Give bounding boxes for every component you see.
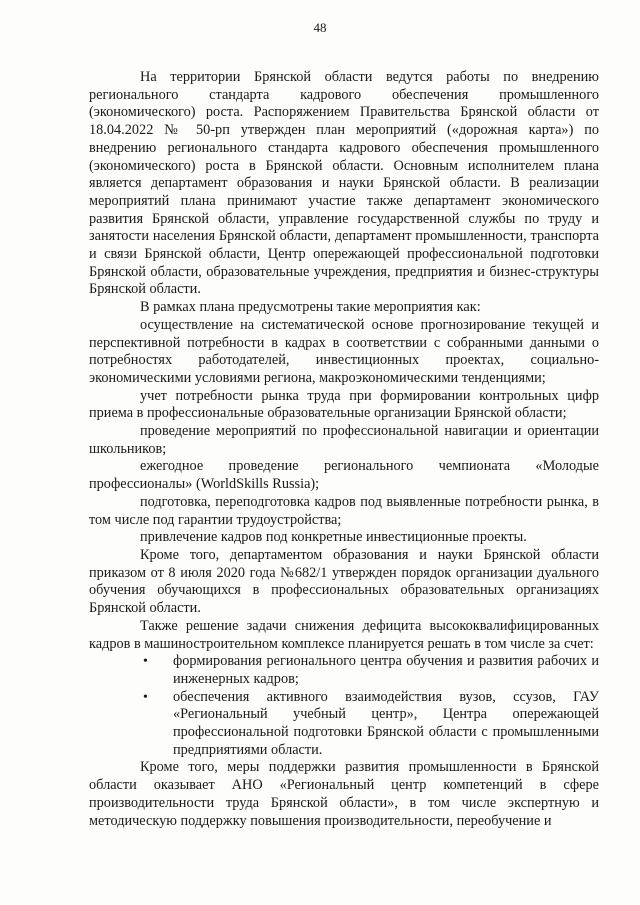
page-number: 48	[313, 20, 327, 35]
bullet-icon: •	[143, 689, 148, 705]
bullet-icon: •	[143, 654, 148, 670]
list-item	[89, 653, 599, 688]
document-body	[89, 69, 599, 830]
list-item-text: формирования регионального центра обучения и развития рабочих и инженерных кадров;	[173, 653, 599, 687]
paragraph-measure-championship: ежегодное проведение регионального чемпионата «Молодые профессионалы» (WorldSkills Russia);	[89, 458, 599, 493]
paragraph-plan-measures: В рамках плана предусмотрены такие мероприятия как:	[140, 299, 481, 316]
paragraph-intro: На территории Брянской области ведутся работы по внедрению регионального стандарта кадрового обеспечения промышленного (экономического) роста. Распоряжением Правительства Брянской области от 18.04.2022 № 50-рп утвержден план мероприятий («дорожная карта») по внедрению регионального стандарта кадрового обеспечения промышленного (экономического) роста в Брянской области. Основным исполнителем плана является департамент образования и науки Брянской области. В реализации мероприятий плана принимают участие также департамент экономического развития Брянской области, управление государственной службы по труду и занятости населения Брянской области, департамент промышленности, транспорта и связи Брянской области, Центр опережающей профессиональной подготовки Брянской области, образовательные учреждения, предприятия и бизнес-структуры Брянской области.	[89, 69, 599, 298]
paragraph-dual-education: Кроме того, департаментом образования и науки Брянской области приказом от 8 июля 2020 года №682/1 утвержден порядок организации дуального обучения обучающихся в профессиональных образовательных организациях Брянской области.	[89, 546, 599, 617]
paragraph-deficit-solution: Также решение задачи снижения дефицита высококвалифицированных кадров в машиностроительном комплексе планируется решать в том числе за счет:	[89, 617, 599, 652]
list-item-text: обеспечения активного взаимодействия вузов, ссузов, ГАУ «Региональный учебный центр», Центра опережающей профессиональной подготовки Брянской области с промышленными предприятиями области.	[173, 688, 599, 758]
paragraph-measure-admission: учет потребности рынка труда при формировании контрольных цифр приема в профессиональные образовательные организации Брянской области;	[89, 387, 599, 422]
paragraph-closing: Кроме того, меры поддержки развития промышленности в Брянской области оказывает АНО «Региональный центр компетенций в сфере производительности труда Брянской области», в том числе экспертную и методическую поддержку повышения производительности, переобучение и	[89, 759, 599, 829]
paragraph-measure-forecast: осуществление на систематической основе прогнозирование текущей и перспективной потребности в кадрах в соответствии с собранными данными о потребностях работодателей, инвестиционных проектах, социально-экономическими условиями региона, макроэкономическими тенденциями;	[89, 316, 599, 386]
bullet-list	[89, 653, 599, 759]
paragraph-measure-training: подготовка, переподготовка кадров под выявленные потребности рынка, в том числе под гарантии трудоустройства;	[89, 493, 599, 528]
paragraph-measure-navigation: проведение мероприятий по профессиональной навигации и ориентации школьников;	[89, 423, 599, 457]
list-item	[89, 689, 599, 760]
paragraph-measure-recruitment: привлечение кадров под конкретные инвестиционные проекты.	[140, 529, 527, 546]
